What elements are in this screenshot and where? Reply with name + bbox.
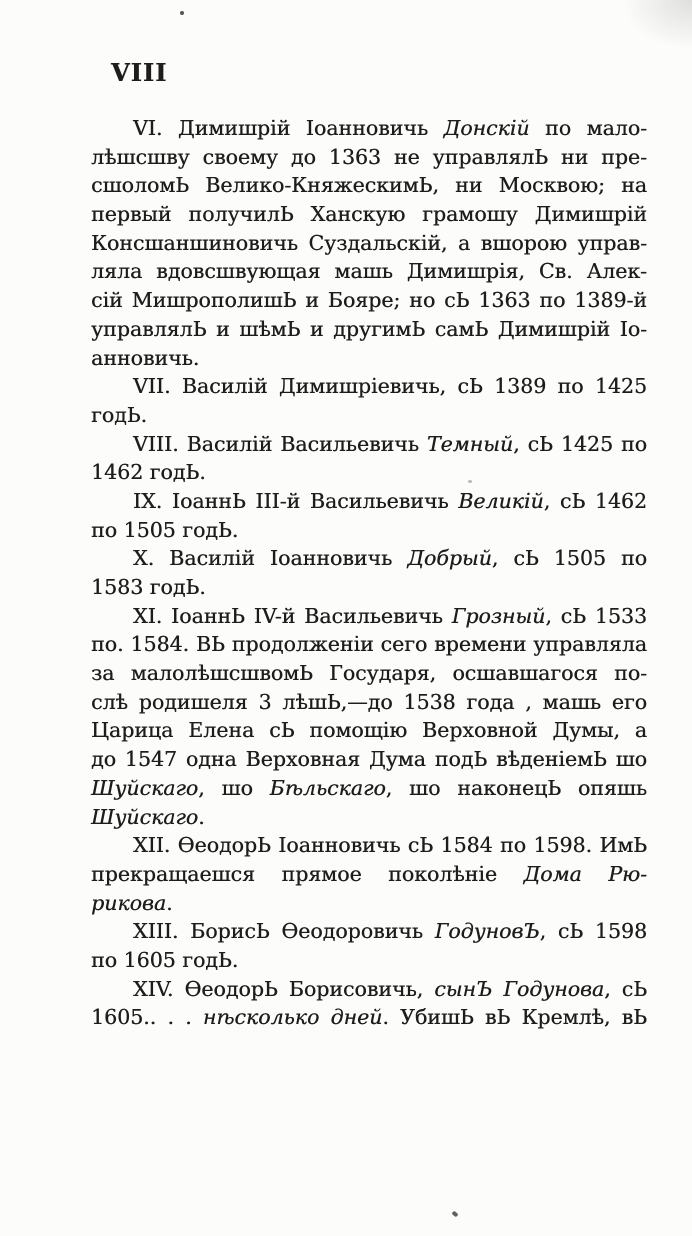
text-line — [91, 975, 647, 1004]
text-segment: сій МишрополишЬ и Бояре; но сЬ 1363 по 1389-й — [91, 288, 647, 313]
text-line — [91, 573, 647, 602]
page-text — [91, 114, 647, 1032]
text-line — [91, 344, 647, 373]
text-line — [91, 630, 647, 659]
paragraph — [91, 975, 647, 1032]
text-segment-italic: нѣсколько дней — [202, 1005, 383, 1030]
text-segment: , сЬ — [604, 976, 648, 1001]
text-line — [91, 401, 647, 430]
text-line — [91, 458, 647, 487]
paragraph — [91, 372, 647, 429]
text-line — [91, 487, 647, 516]
text-segment: до 1547 одна Верховная Дума подЬ вѣденіемЬ шо — [91, 747, 647, 772]
text-segment: слѣ родишеля 3 лѣшЬ,—до 1538 года , машь его — [91, 689, 647, 714]
text-segment: , сЬ 1598 — [539, 919, 648, 944]
text-segment-italic: Шуйскаго — [91, 804, 199, 829]
text-segment: Консшаншиновичь Суздальскій, а вшорою управ- — [91, 230, 647, 255]
text-segment: по мало- — [529, 116, 648, 140]
text-line — [91, 200, 647, 229]
ink-speck-top — [180, 11, 184, 15]
text-segment: XIV. ѲеодорЬ Борисовичь, — [133, 976, 435, 1001]
text-segment-italic: ГодуновЪ — [434, 919, 540, 944]
text-segment-italic: Темный — [426, 431, 514, 456]
text-segment: по. 1584. ВЬ продолженіи сего времени управляла — [91, 632, 647, 657]
text-segment-italic: Донскій — [443, 116, 530, 140]
text-segment-italic: Шуйскаго — [91, 775, 199, 800]
text-segment: сшоломЬ Велико-КняжескимЬ, ни Москвою; на — [91, 173, 647, 198]
text-line — [91, 286, 647, 315]
text-line — [91, 659, 647, 688]
text-segment: прекращаешся прямое поколѣніе — [91, 861, 524, 886]
text-segment: . УбишЬ вЬ Кремлѣ, вЬ — [382, 1005, 647, 1030]
text-segment-italic: Грозный — [451, 603, 546, 628]
text-segment: 1462 годЬ. — [91, 460, 206, 485]
text-segment-italic: рикова — [91, 890, 167, 915]
text-segment: IX. ІоаннЬ III-й Васильевичь — [133, 488, 459, 513]
ink-speck-bottom — [451, 1211, 458, 1218]
text-segment: 1605.. . . — [91, 1005, 203, 1030]
text-line — [91, 143, 647, 172]
text-line — [91, 602, 647, 631]
text-segment-italic: Бѣльскаго — [269, 775, 386, 800]
page-edge-shadow — [622, 0, 692, 50]
text-line — [91, 257, 647, 286]
text-segment: за малолѣшсшвомЬ Государя, осшавшагося по- — [91, 661, 647, 686]
text-segment-italic: Добрый — [407, 546, 492, 571]
paragraph — [91, 544, 647, 601]
text-line — [91, 114, 647, 143]
text-segment: , сЬ 1462 — [543, 488, 647, 513]
text-segment: . — [166, 890, 173, 915]
text-segment: Царица Елена сЬ помощію Верховной Думы, а — [91, 718, 647, 743]
text-segment: , сЬ 1425 по — [513, 431, 647, 456]
text-line — [91, 917, 647, 946]
text-segment: лѣшсшву своему до 1363 не управлялЬ ни пре- — [91, 144, 647, 169]
text-segment: по 1605 годЬ. — [91, 947, 239, 972]
text-segment: годЬ. — [91, 402, 148, 427]
text-line — [91, 171, 647, 200]
text-segment: X. Василій Іоанновичь — [133, 546, 408, 571]
text-line — [91, 831, 647, 860]
text-line — [91, 716, 647, 745]
text-segment: XII. ѲеодорЬ Іоанновичь сЬ 1584 по 1598. ИмЬ — [133, 833, 647, 858]
text-line — [91, 688, 647, 717]
text-segment-italic: сынЪ Годунова — [434, 976, 605, 1001]
text-segment: , сЬ 1533 — [545, 603, 647, 628]
text-segment: ляла вдовсшвующая машь Димишрія, Св. Алек- — [91, 259, 647, 284]
text-line — [91, 774, 647, 803]
paragraph — [91, 430, 647, 487]
text-segment: анновичь. — [91, 345, 200, 370]
text-segment: XIII. БорисЬ Ѳеодоровичь — [133, 919, 435, 944]
text-line — [91, 1003, 647, 1032]
text-segment: . — [198, 804, 205, 829]
text-segment: 1583 годЬ. — [91, 575, 206, 599]
text-segment: , шо наконецЬ опяшь — [385, 775, 647, 800]
paragraph — [91, 602, 647, 832]
text-segment: управлялЬ и шѣмЬ и другимЬ самЬ Димишрій Іо- — [91, 316, 647, 341]
page-number: VIII — [111, 58, 168, 87]
text-line — [91, 889, 647, 918]
text-line — [91, 372, 647, 401]
text-segment: XI. ІоаннЬ IV-й Васильевичь — [133, 603, 452, 628]
paragraph — [91, 114, 647, 372]
text-line — [91, 430, 647, 459]
text-segment: по 1505 годЬ. — [91, 517, 239, 542]
paragraph — [91, 487, 647, 544]
text-line — [91, 860, 647, 889]
text-segment-italic: Дома Рю- — [523, 861, 647, 886]
paragraph — [91, 831, 647, 917]
text-line — [91, 229, 647, 258]
text-line — [91, 315, 647, 344]
text-segment: , сЬ 1505 по — [491, 546, 647, 571]
text-segment: первый получилЬ Ханскую грамошу Димишрій — [91, 202, 647, 227]
text-segment: VII. Василій Димишріевичь, сЬ 1389 по 1425 — [133, 374, 647, 399]
text-line — [91, 745, 647, 774]
text-segment: , шо — [198, 775, 270, 800]
text-segment-italic: Великій — [458, 488, 544, 513]
text-line — [91, 516, 647, 545]
text-line — [91, 544, 647, 573]
paragraph — [91, 917, 647, 974]
text-line — [91, 803, 647, 832]
text-segment: VIII. Василій Васильевичь — [133, 431, 427, 456]
text-segment: VI. Димишрій Іоанновичь — [133, 116, 444, 140]
text-line — [91, 946, 647, 975]
